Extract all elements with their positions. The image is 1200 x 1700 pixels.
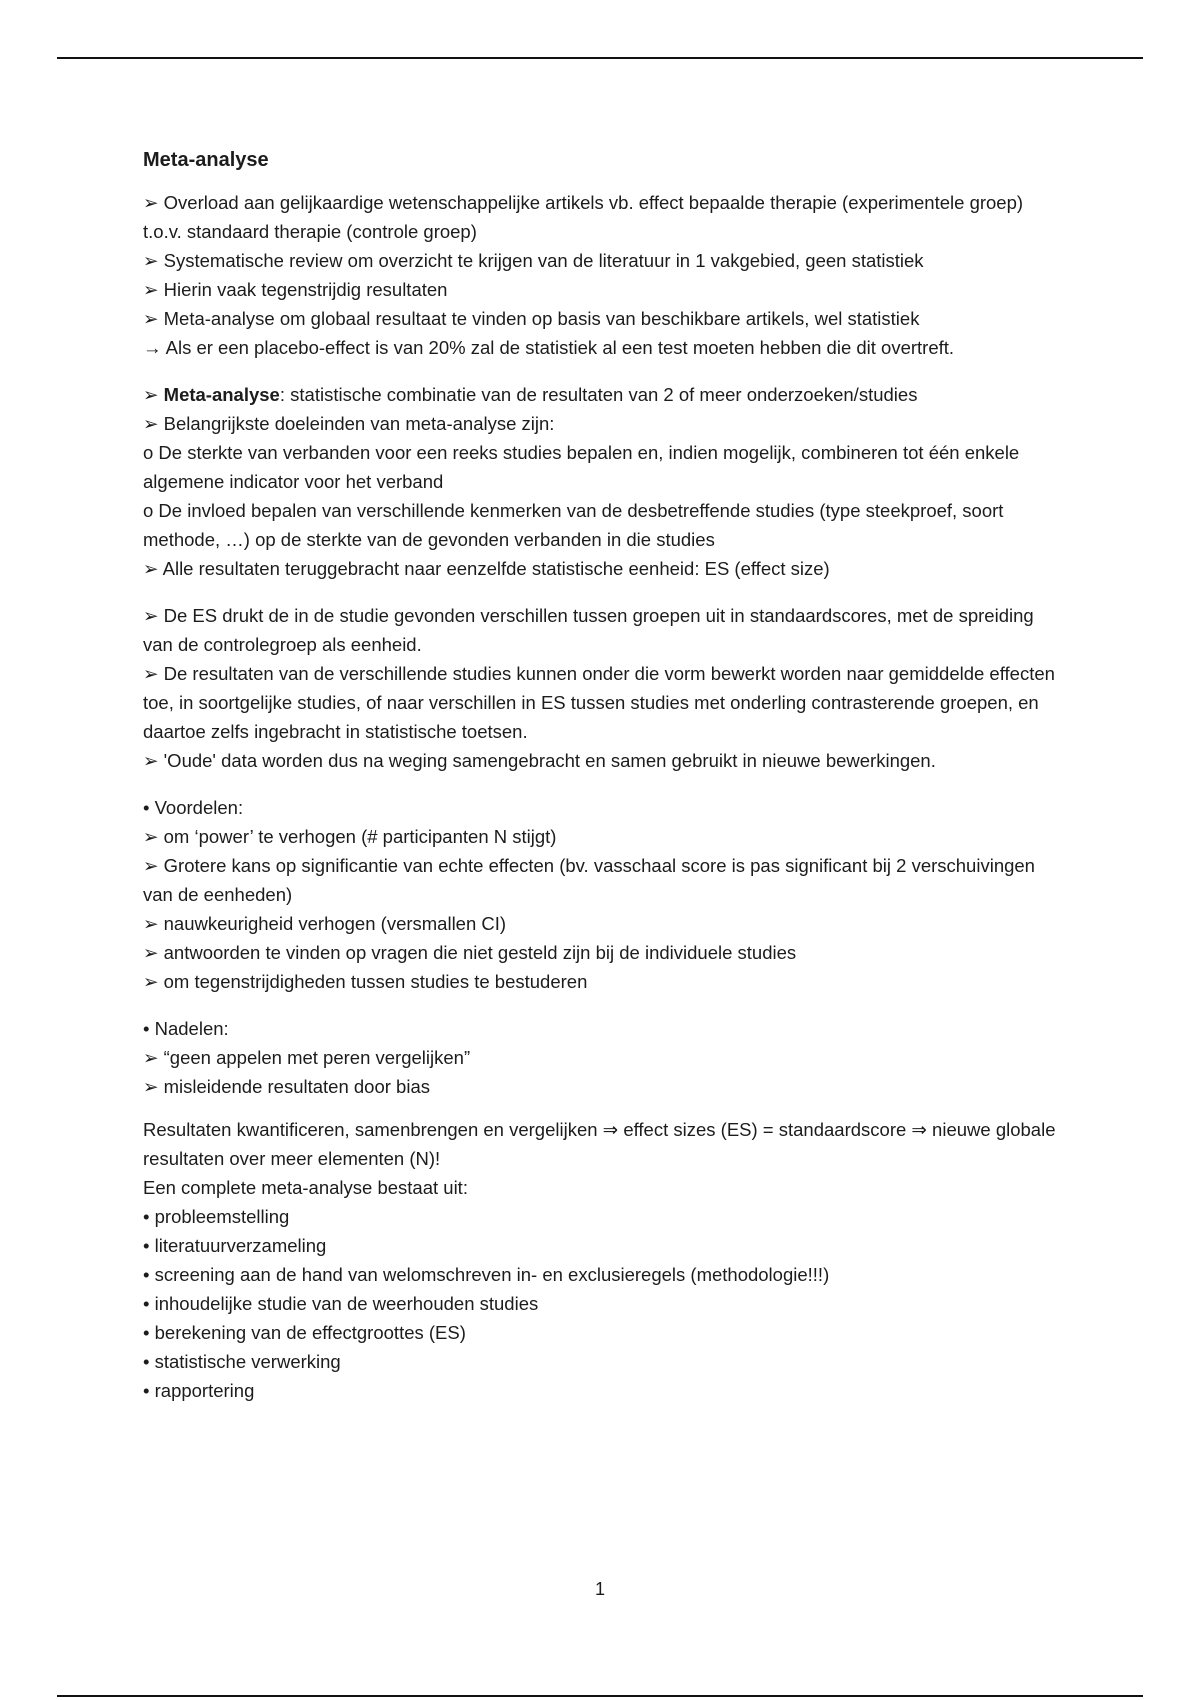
section-advantages — [143, 793, 1063, 996]
section-effect-size — [143, 601, 1063, 775]
list-heading: • Nadelen: — [143, 1018, 229, 1039]
paragraph-line: Een complete meta-analyse bestaat uit: — [143, 1177, 468, 1198]
list-item: • rapportering — [143, 1380, 255, 1401]
paragraph-line: o De sterkte van verbanden voor een reeks studies bepalen en, indien mogelijk, combineren tot één enkele algemene indicator voor het verband — [143, 442, 1020, 492]
paragraph-line: o De invloed bepalen van verschillende kenmerken van de desbetreffende studies (type steekproef, soort methode, …) op de sterkte van de gevonden verbanden in die studies — [143, 500, 1004, 550]
list-item: ➢ om tegenstrijdigheden tussen studies te bestuderen — [143, 971, 588, 992]
definition-term: Meta-analyse — [163, 384, 280, 405]
list-item: • screening aan de hand van welomschreven in- en exclusieregels (methodologie!!!) — [143, 1264, 830, 1285]
list-item: ➢ nauwkeurigheid verhogen (versmallen CI) — [143, 913, 507, 934]
definition-text: : statistische combinatie van de resultaten van 2 of meer onderzoeken/studies — [279, 384, 918, 405]
list-item: ➢ misleidende resultaten door bias — [143, 1076, 430, 1097]
definition-line — [143, 380, 1063, 409]
paragraph-line: ➢ De resultaten van de verschillende studies kunnen onder die vorm bewerkt worden naar gemiddelde effecten toe, in soortgelijke studies, of naar verschillen in ES tussen studies met onderling contrasterende groepen, en daartoe zelfs ingebracht in statistische toetsen. — [143, 663, 1055, 742]
bullet-arrow: ➢ — [143, 384, 164, 405]
list-heading: • Voordelen: — [143, 797, 244, 818]
list-item: • berekening van de effectgroottes (ES) — [143, 1322, 466, 1343]
list-item: • literatuurverzameling — [143, 1235, 327, 1256]
list-item: ➢ “geen appelen met peren vergelijken” — [143, 1047, 471, 1068]
list-item: ➢ Grotere kans op significantie van echte effecten (bv. vasschaal score is pas significant bij 2 verschuivingen van de eenheden) — [143, 855, 1035, 905]
paragraph-line: ➢ Meta-analyse om globaal resultaat te vinden op basis van beschikbare artikels, wel statistiek — [143, 308, 920, 329]
paragraph-line: ➢ Systematische review om overzicht te krijgen van de literatuur in 1 vakgebied, geen statistiek — [143, 250, 924, 271]
list-item: ➢ om ‘power’ te verhogen (# participanten N stijgt) — [143, 826, 557, 847]
page-number: 1 — [594, 1579, 605, 1599]
list-item: • probleemstelling — [143, 1206, 290, 1227]
paragraph-line: Resultaten kwantificeren, samenbrengen en vergelijken ⇒ effect sizes (ES) = standaardscore ⇒ nieuwe globale resultaten over meer elementen (N)! — [143, 1119, 1056, 1169]
list-item: ➢ antwoorden te vinden op vragen die niet gesteld zijn bij de individuele studies — [143, 942, 797, 963]
paragraph-line: ➢ Overload aan gelijkaardige wetenschappelijke artikels vb. effect bepaalde therapie (experimentele groep) t.o.v. standaard therapie (controle groep) — [143, 192, 1024, 242]
paragraph-line: ➢ Belangrijkste doeleinden van meta-analyse zijn: — [143, 413, 555, 434]
document-body — [143, 145, 1063, 1405]
paragraph-line: ➢ Hierin vaak tegenstrijdig resultaten — [143, 279, 448, 300]
paragraph-line: ➢ De ES drukt de in de studie gevonden verschillen tussen groepen uit in standaardscores, met de spreiding van de controlegroep als eenheid. — [143, 605, 1034, 655]
section-definition — [143, 380, 1063, 583]
section-conclusion — [143, 1115, 1063, 1405]
paragraph-line: ➢ 'Oude' data worden dus na weging samengebracht en samen gebruikt in nieuwe bewerkingen. — [143, 750, 936, 771]
section-disadvantages — [143, 1014, 1063, 1101]
section-overview — [143, 188, 1063, 362]
bottom-rule — [57, 1695, 1143, 1697]
list-item: • inhoudelijke studie van de weerhouden studies — [143, 1293, 539, 1314]
list-item: • statistische verwerking — [143, 1351, 341, 1372]
top-rule — [57, 57, 1143, 59]
document-title: Meta-analyse — [143, 149, 269, 171]
paragraph-line: → Als er een placebo-effect is van 20% zal de statistiek al een test moeten hebben die dit overtreft. — [143, 337, 955, 358]
paragraph-line: ➢ Alle resultaten teruggebracht naar eenzelfde statistische eenheid: ES (effect size) — [143, 558, 830, 579]
